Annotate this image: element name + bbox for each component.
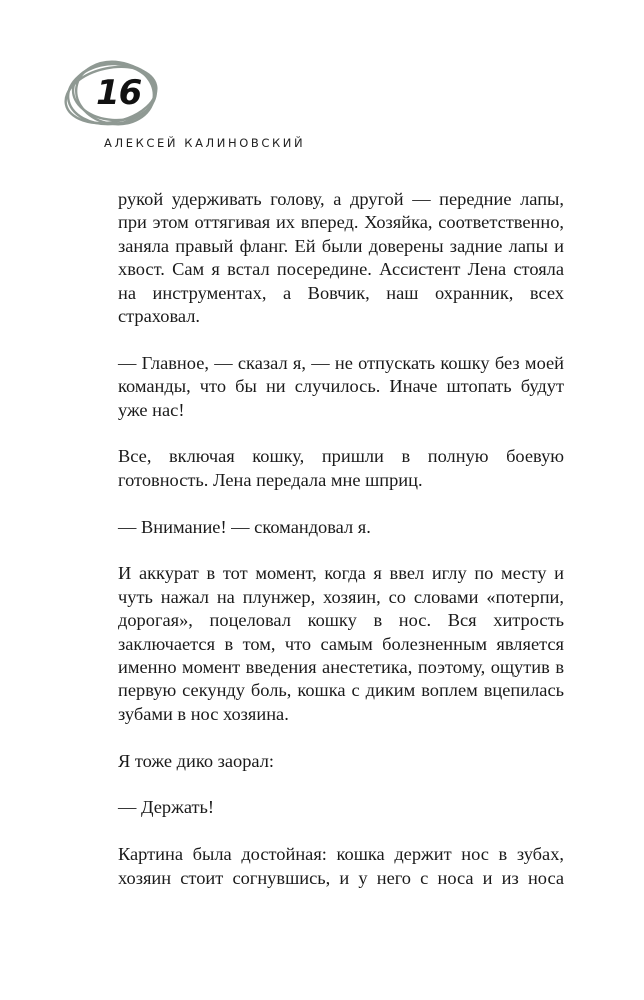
paragraph: И аккурат в тот момент, когда я ввел иглу по месту и чуть нажал на плунжер, хозяин, со словами «потерпи, дорогая», поцеловал кошку в нос. Вся хитрость заключается в том, что самым болезненным является именно момент введения анестетика, поэтому, ощутив в первую секунду боль, кошка с диким воплем вцепилась зубами в нос хозяина.: [118, 563, 564, 724]
paragraph: Картина была достойная: кошка держит нос в зубах, хозяин стоит согнувшись, и у него с носа и из носа: [118, 844, 564, 888]
page-number: 16: [96, 73, 142, 113]
paragraph: — Внимание! — скомандовал я.: [118, 516, 371, 537]
paragraph: Я тоже дико заорал:: [118, 750, 275, 771]
paragraph: Все, включая кошку, пришли в полную боевую готовность. Лена передала мне шприц.: [118, 446, 564, 490]
page-number-mark: [60, 52, 170, 132]
paragraph: рукой удерживать голову, а другой — передние лапы, при этом оттягивая их вперед. Хозяйка, соответственно, заняла правый фланг. Ей были доверены задние лапы и хвост. Сам я встал посередине. Ассистент Лена стояла на инструментах, а Вовчик, наш охранник, всех страховал.: [118, 189, 564, 327]
paragraph: — Главное, — сказал я, — не отпускать кошку без моей команды, что бы ни случилось. Иначе штопать будут уже нас!: [118, 352, 564, 420]
page-header: [60, 52, 360, 162]
author-name: АЛЕКСЕЙ КАЛИНОВСКИЙ: [104, 136, 306, 150]
text-body: [118, 188, 564, 890]
paragraph: — Держать!: [118, 797, 215, 818]
